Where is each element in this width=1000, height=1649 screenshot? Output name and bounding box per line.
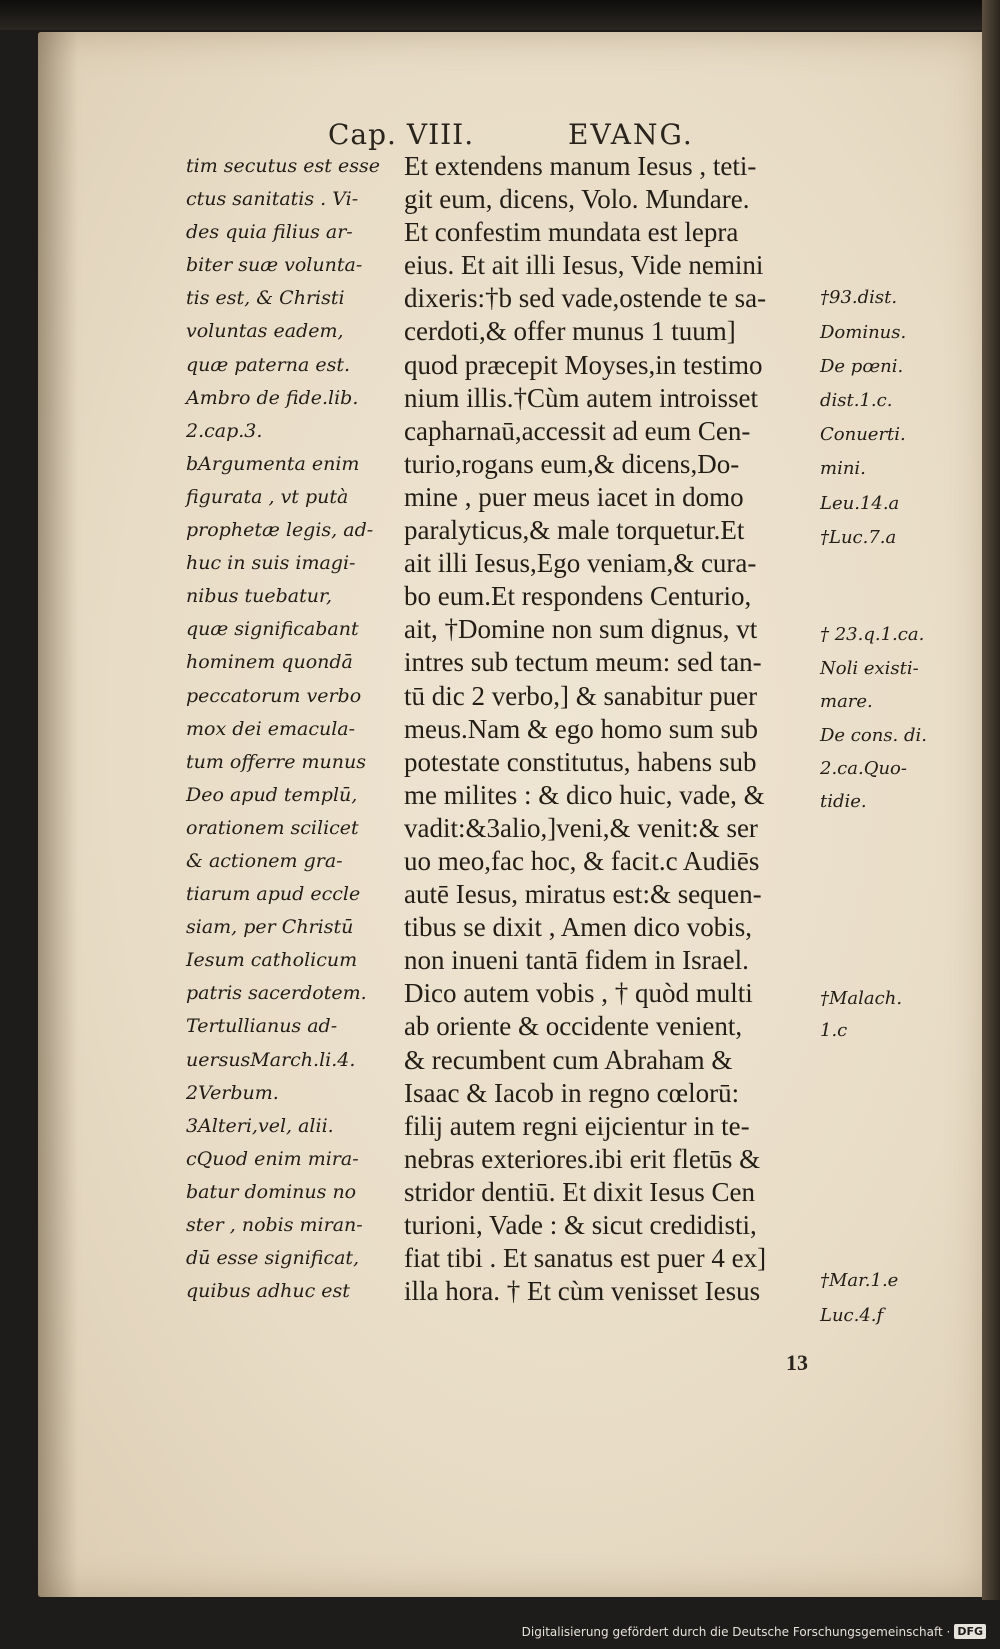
left-note-line: quibus adhuc est <box>186 1280 350 1303</box>
right-note-line: tidie. <box>820 791 867 812</box>
book-edge-top <box>0 0 1000 30</box>
left-note-line: batur dominus no <box>186 1180 357 1203</box>
left-note-line: ster , nobis miran- <box>186 1214 363 1236</box>
left-note-line: siam, per Christū <box>186 916 354 939</box>
main-text-line: fiat tibi . Et sanatus est puer 4 ex] <box>404 1243 767 1274</box>
main-text-line: intres sub tectum meum: sed tan- <box>404 647 762 678</box>
left-note-line: 2.cap.3. <box>186 419 263 442</box>
main-text-line: potestate constitutus, habens sub <box>404 746 757 777</box>
left-note-line: huc in suis imagi- <box>186 552 356 575</box>
main-text-line: filij autem regni eijcientur in te- <box>404 1110 750 1141</box>
footer-text: Digitalisierung gefördert durch die Deutsche Forschungsgemeinschaft · <box>521 1624 951 1639</box>
main-text-line: autē Iesus, miratus est:& sequen- <box>404 879 762 910</box>
left-note-line: biter suæ volunta- <box>186 254 363 277</box>
main-text-line: non inueni tantā fidem in Israel. <box>404 945 749 976</box>
main-text-line: meus.Nam & ego homo sum sub <box>404 713 758 744</box>
right-note-line: † 23.q.1.ca. <box>820 624 925 645</box>
chapter-heading: Cap. VIII. <box>328 118 475 151</box>
left-note-line: cQuod enim mira- <box>186 1147 359 1170</box>
main-text-line: paralyticus,& male torquetur.Et <box>404 515 745 546</box>
main-text-line: Et confestim mundata est lepra <box>404 217 739 248</box>
left-note-line: uersusMarch.li.4. <box>186 1048 356 1071</box>
left-note-line: Tertullianus ad- <box>186 1015 338 1038</box>
left-note-line: ctus sanitatis . Vi- <box>186 188 359 211</box>
right-note-line: †93.dist. <box>820 287 898 308</box>
main-text-line: Dico autem vobis , † quòd multi <box>404 978 753 1009</box>
main-text-line: quod præcepit Moyses,in testimo <box>404 349 763 380</box>
left-note-line: peccatorum verbo <box>186 684 362 707</box>
dfg-logo: DFG <box>954 1624 986 1639</box>
main-text-line: git eum, dicens, Volo. Mundare. <box>404 184 750 215</box>
main-text-line: tibus se dixit , Amen dico vobis, <box>404 912 752 943</box>
right-note-line: †Malach. <box>820 988 903 1009</box>
left-note-line: des quia filius ar- <box>186 221 353 244</box>
book-edge-right <box>982 0 1000 1600</box>
left-note-line: 3Alteri,vel, alii. <box>186 1114 334 1137</box>
left-note-line: tiarum apud eccle <box>186 883 361 906</box>
left-note-line: hominem quondā <box>186 651 353 674</box>
left-note-line: tum offerre munus <box>186 750 366 773</box>
main-text-line: nium illis.†Cùm autem introisset <box>404 382 758 413</box>
left-note-line: prophetæ legis, ad- <box>186 519 374 542</box>
left-note-line: orationem scilicet <box>186 816 359 839</box>
left-note-line: quæ significabant <box>186 618 359 641</box>
main-text-line: & recumbent cum Abraham & <box>404 1044 733 1075</box>
right-note-line: mini. <box>820 458 866 479</box>
main-text-line: tū dic 2 verbo,] & sanabitur puer <box>404 680 758 711</box>
left-note-line: quæ paterna est. <box>186 353 351 376</box>
main-text-line: eius. Et ait illi Iesus, Vide nemini <box>404 250 764 281</box>
main-text-line: Et extendens manum Iesus , teti- <box>404 151 757 181</box>
left-note-line: patris sacerdotem. <box>186 982 367 1005</box>
left-note-line: tim secutus est esse <box>186 155 380 177</box>
main-text-line: turioni, Vade : & sicut credidisti, <box>404 1210 757 1240</box>
right-note-line: De cons. di. <box>820 725 927 746</box>
main-text-line: ait, †Domine non sum dignus, vt <box>404 614 758 645</box>
left-note-line: Ambro de fide.lib. <box>186 386 359 409</box>
right-note-line: De pœni. <box>820 356 904 377</box>
digitization-footer <box>522 1624 986 1639</box>
main-text-line: dixeris:†b sed vade,ostende te sa- <box>404 283 767 314</box>
main-text-line: capharnaū,accessit ad eum Cen- <box>404 415 751 446</box>
right-note-line: Leu.14.a <box>820 493 900 514</box>
left-note-line: & actionem gra- <box>186 849 343 872</box>
main-text-line: me milites : & dico huic, vade, & <box>404 779 765 810</box>
main-text-line: ait illi Iesus,Ego veniam,& cura- <box>404 548 757 579</box>
left-note-line: figurata , vt putà <box>186 485 349 508</box>
right-note-line: Dominus. <box>820 322 907 343</box>
right-note-line: †Mar.1.e <box>820 1270 899 1291</box>
main-text-line: nebras exteriores.ibi erit fletūs & <box>404 1143 761 1174</box>
gutter-shadow <box>38 32 78 1597</box>
main-text-line: mine , puer meus iacet in domo <box>404 481 744 512</box>
page-number: 13 <box>786 1350 808 1375</box>
right-note-line: mare. <box>820 691 873 712</box>
right-note-line: dist.1.c. <box>820 390 893 411</box>
left-note-line: dū esse significat, <box>186 1247 360 1270</box>
main-text-column <box>404 150 824 1308</box>
main-text-line: turio,rogans eum,& dicens,Do- <box>404 448 740 479</box>
main-text-line: illa hora. † Et cùm venisset Iesus <box>404 1276 761 1307</box>
right-note-line: Conuerti. <box>820 424 906 445</box>
right-note-line: 2.ca.Quo- <box>820 758 907 779</box>
left-note-line: Iesum catholicum <box>186 949 358 972</box>
running-head <box>0 118 1000 154</box>
book-heading: EVANG. <box>568 118 694 151</box>
main-text-line: cerdoti,& offer munus 1 tuum] <box>404 316 736 347</box>
right-note-line: Luc.4.f <box>820 1305 884 1326</box>
left-note-line: nibus tuebatur, <box>186 585 333 608</box>
right-note-line: †Luc.7.a <box>820 527 897 548</box>
left-note-line: mox dei emacula- <box>186 717 356 740</box>
main-text-line: ab oriente & occidente venient, <box>404 1011 743 1042</box>
left-note-line: Deo apud templū, <box>186 783 358 806</box>
left-note-line: 2Verbum. <box>186 1081 279 1104</box>
left-note-line: tis est, & Christi <box>186 287 345 310</box>
right-note-line: 1.c <box>820 1020 848 1041</box>
main-text-line: stridor dentiū. Et dixit Iesus Cen <box>404 1176 755 1207</box>
left-note-line: bArgumenta enim <box>186 452 360 475</box>
main-text-line: bo eum.Et respondens Centurio, <box>404 581 752 612</box>
main-text-line: Isaac & Iacob in regno cœlorū: <box>404 1077 740 1108</box>
main-text-line: vadit:&3alio,]veni,& venit:& ser <box>404 812 758 843</box>
left-marginal-notes <box>186 150 404 1308</box>
right-note-line: Noli existi- <box>820 658 919 679</box>
left-note-line: voluntas eadem, <box>186 320 344 343</box>
main-text-line: uo meo,fac hoc, & facit.c Audiēs <box>404 845 760 876</box>
